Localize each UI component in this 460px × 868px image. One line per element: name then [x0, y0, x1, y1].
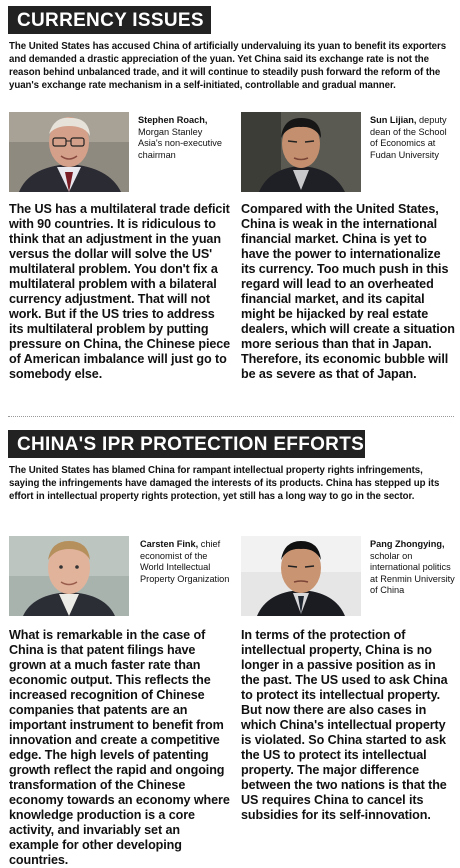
- sun-lijian-role: deputy dean of the School of Economics at Fudan University: [370, 115, 447, 160]
- pang-zhongying-quote: In terms of the protection of intellectual property, China is no longer in a passive position as in the past. The US used to ask China to protect its intellectual property. But now there are also cases in which China's intellectual property is violated. So China started to ask the US to protect its intellectual property. The major difference between the two nations is that the US requires China to cancel its subsidies for its self-innovation.: [241, 628, 448, 822]
- section2-title: CHINA'S IPR PROTECTION EFFORTS: [17, 434, 365, 455]
- sun-lijian-quote: Compared with the United States, China is weak in the international financial market. China is yet to have the power to internationalize its currency. Too much push in this regard will lead to an overheated financial market, and its capital might be hijacked by real estate dealers, which will create a situation more serious than that in Japan. Therefore, its economic bubble will be as severe as that of Japan.: [241, 202, 455, 381]
- pang-zhongying-photo: [241, 536, 361, 616]
- carsten-fink-role: chief economist of the World Intellectual Property Organization: [140, 539, 230, 584]
- pang-zhongying-name: Pang Zhongying,: [370, 539, 445, 549]
- section2-banner: [8, 430, 365, 458]
- section1-intro: The United States has accused China of artificially undervaluing its yuan to benefit its exporters and demanded a drastic appreciation of the yuan. Yet China said its exchange rate is not the reason behind unbalanced trade, and it will continue to steadily push forward the reform of the yuan's exchange rate mechanism in a self-initiated, controllable and gradual manner.: [9, 41, 447, 91]
- carsten-fink-name: Carsten Fink,: [140, 539, 199, 549]
- stephen-roach-caption: [138, 115, 228, 161]
- sun-lijian-name: Sun Lijian,: [370, 115, 417, 125]
- sun-lijian-photo: [241, 112, 361, 192]
- carsten-fink-photo: [9, 536, 129, 616]
- carsten-fink-quote: What is remarkable in the case of China is that patent filings have grown at a much faster rate than economic output. This reflects the increased recognition of Chinese companies that patents are an important instrument to benefit from innovation and create a competitive edge. The high levels of patenting growth reflect the rapid and ongoing transformation of the Chinese economy towards an economy where knowledge production is a core activity, and invariably set an example for other developing countries.: [9, 628, 230, 867]
- section2-intro: The United States has blamed China for rampant intellectual property rights infringements, saying the infringements have damaged the interests of its products. China has stepped up its effort in intellectual property rights protection, yet still has a long way to go in the sector.: [9, 465, 440, 502]
- section1-banner: [8, 6, 211, 34]
- section1-title: CURRENCY ISSUES: [17, 10, 204, 31]
- stephen-roach-quote: The US has a multilateral trade deficit with 90 countries. It is ridiculous to think that an adjustment in the yuan versus the dollar will solve the US' multilateral problem. You don't fix a multilateral problem with a bilateral currency adjustment. That will not work. But if the US tries to address its multilateral problem by putting pressure on China, the Chinese piece of American imbalance will just go to somebody else.: [9, 202, 231, 381]
- sun-lijian-caption: [370, 115, 456, 161]
- pang-zhongying-caption: [370, 539, 456, 597]
- stephen-roach-name: Stephen Roach,: [138, 115, 208, 125]
- stephen-roach-role: Morgan Stanley Asia's non-executive chairman: [138, 126, 222, 160]
- carsten-fink-caption: [140, 539, 230, 585]
- section-divider: [8, 416, 454, 417]
- stephen-roach-photo: [9, 112, 129, 192]
- pang-zhongying-role: scholar on international politics at Renmin University of China: [370, 550, 455, 595]
